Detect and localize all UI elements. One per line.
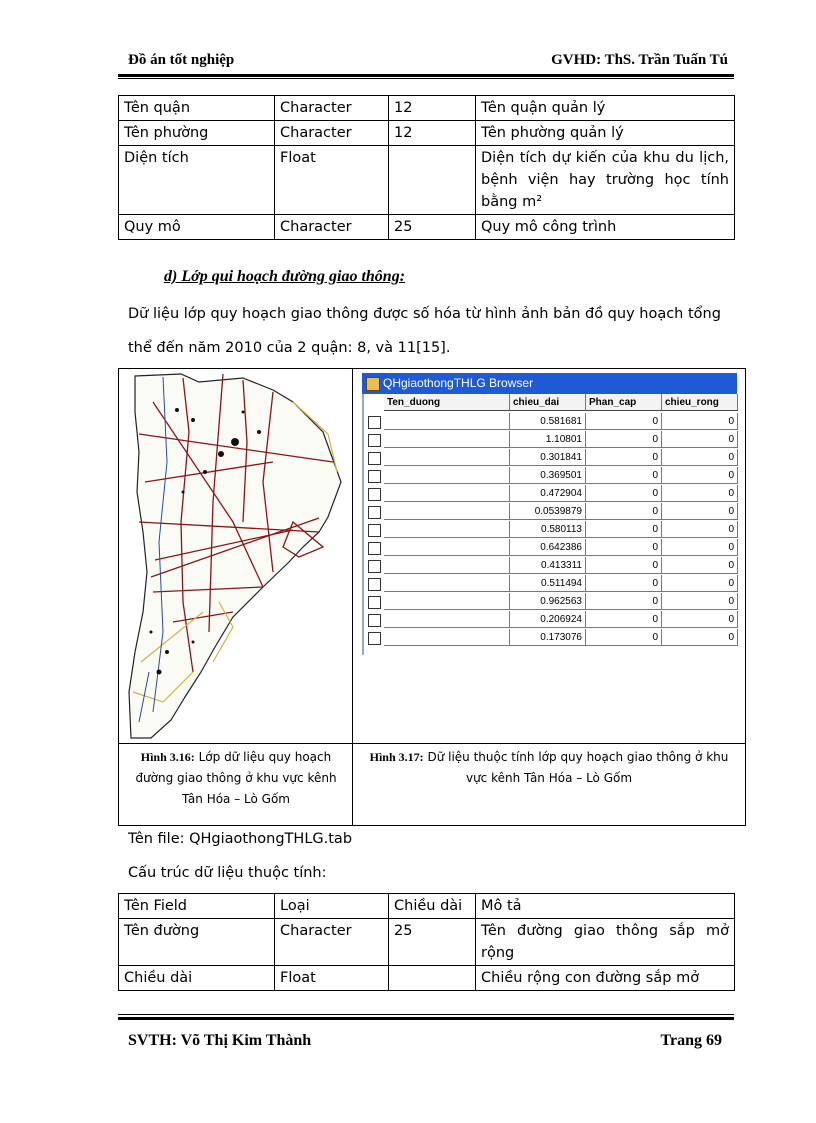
row-select-checkbox[interactable] xyxy=(368,614,381,627)
browser-cell[interactable]: 0.580113 xyxy=(510,521,586,538)
browser-cell[interactable]: 0.0539879 xyxy=(510,503,586,520)
browser-cell[interactable]: 0 xyxy=(662,575,738,592)
table-row xyxy=(119,146,735,215)
column-header[interactable]: Phan_cap xyxy=(586,394,662,411)
browser-cell[interactable] xyxy=(384,521,510,538)
browser-cell[interactable]: 0.173076 xyxy=(510,629,586,646)
table-cell: Quy mô công trình xyxy=(476,215,735,240)
browser-row[interactable] xyxy=(364,449,739,467)
table-cell: Quy mô xyxy=(119,215,275,240)
browser-header-row xyxy=(364,394,739,412)
browser-cell[interactable]: 0.206924 xyxy=(510,611,586,628)
browser-row[interactable] xyxy=(364,431,739,449)
browser-row[interactable] xyxy=(364,485,739,503)
browser-cell[interactable] xyxy=(384,557,510,574)
header-rule-thin xyxy=(118,78,734,79)
figure-caption-text: Dữ liệu thuộc tính lớp quy hoạch giao thông ở khu vực kênh Tân Hóa – Lò Gốm xyxy=(427,750,729,785)
table-cell: Loại xyxy=(275,894,389,919)
table-cell: Tên quận xyxy=(119,96,275,121)
browser-cell[interactable]: 0 xyxy=(662,521,738,538)
row-select-checkbox[interactable] xyxy=(368,506,381,519)
table-cell: Mô tả xyxy=(476,894,735,919)
table-cell: Character xyxy=(275,919,389,966)
browser-cell[interactable]: 0 xyxy=(662,467,738,484)
browser-row[interactable] xyxy=(364,521,739,539)
footer-rule-thin xyxy=(118,1014,734,1015)
row-select-checkbox[interactable] xyxy=(368,560,381,573)
browser-cell[interactable]: 0 xyxy=(662,629,738,646)
browser-cell[interactable]: 1.10801 xyxy=(510,431,586,448)
browser-cell[interactable] xyxy=(384,467,510,484)
figure-caption-text: Lớp dữ liệu quy hoạch đường giao thông ở khu vực kênh Tân Hóa – Lò Gốm xyxy=(135,750,337,806)
table-cell: Diện tích xyxy=(119,146,275,215)
page-footer xyxy=(128,1032,734,1050)
browser-cell[interactable]: 0 xyxy=(662,485,738,502)
browser-cell[interactable] xyxy=(384,539,510,556)
browser-title: QHgiaothongTHLG Browser xyxy=(383,376,534,390)
column-header[interactable]: chieu_rong xyxy=(662,394,738,411)
row-select-checkbox[interactable] xyxy=(368,470,381,483)
browser-window-icon xyxy=(366,377,380,391)
browser-grid xyxy=(362,394,739,655)
page-number: Trang 69 xyxy=(660,1032,722,1049)
header-rule xyxy=(118,74,734,77)
browser-cell[interactable]: 0.413311 xyxy=(510,557,586,574)
page-header xyxy=(128,50,734,72)
figure-label: Hình 3.17: xyxy=(369,750,424,764)
structure-line: Cấu trúc dữ liệu thuộc tính: xyxy=(128,865,327,881)
browser-cell[interactable]: 0 xyxy=(662,593,738,610)
browser-cell[interactable] xyxy=(384,611,510,628)
browser-row[interactable] xyxy=(364,611,739,629)
row-select-checkbox[interactable] xyxy=(368,596,381,609)
table-row xyxy=(119,919,735,966)
table-row xyxy=(119,966,735,991)
row-select-checkbox[interactable] xyxy=(368,488,381,501)
header-advisor: GVHD: ThS. Trần Tuấn Tú xyxy=(551,52,728,68)
browser-cell[interactable]: 0 xyxy=(662,449,738,466)
browser-row[interactable] xyxy=(364,557,739,575)
row-select-checkbox[interactable] xyxy=(368,542,381,555)
row-select-checkbox[interactable] xyxy=(368,416,381,429)
browser-cell[interactable]: 0 xyxy=(586,521,662,538)
table-cell: Tên quận quản lý xyxy=(476,96,735,121)
browser-cell[interactable]: 0.511494 xyxy=(510,575,586,592)
browser-cell[interactable]: 0 xyxy=(662,557,738,574)
browser-cell[interactable]: 0 xyxy=(586,485,662,502)
browser-cell[interactable]: 0 xyxy=(662,539,738,556)
map-image xyxy=(123,372,349,742)
column-header[interactable]: chieu_dai xyxy=(510,394,586,411)
browser-cell[interactable]: 0 xyxy=(586,557,662,574)
browser-row[interactable] xyxy=(364,539,739,557)
footer-rule xyxy=(118,1017,734,1020)
table-cell: Tên phường quản lý xyxy=(476,121,735,146)
browser-cell[interactable] xyxy=(384,431,510,448)
browser-cell[interactable] xyxy=(384,449,510,466)
browser-row[interactable] xyxy=(364,413,739,431)
row-select-checkbox[interactable] xyxy=(368,524,381,537)
browser-cell[interactable]: 0 xyxy=(586,467,662,484)
table-row xyxy=(119,894,735,919)
row-select-checkbox[interactable] xyxy=(368,434,381,447)
figure-box xyxy=(118,368,746,826)
browser-row[interactable] xyxy=(364,575,739,593)
table-cell: 12 xyxy=(389,121,476,146)
table-row xyxy=(119,121,735,146)
browser-row[interactable] xyxy=(364,503,739,521)
table-cell: Diện tích dự kiến của khu du lịch, bệnh viện hay trường học tính bằng m² xyxy=(476,146,735,215)
browser-titlebar xyxy=(362,373,737,394)
browser-cell[interactable] xyxy=(384,485,510,502)
browser-cell[interactable]: 0.369501 xyxy=(510,467,586,484)
header-title: Đồ án tốt nghiệp xyxy=(128,52,235,68)
body-paragraph: Dữ liệu lớp quy hoạch giao thông được số hóa từ hình ảnh bản đồ quy hoạch tổng thể đến năm 2010 của 2 quận: 8, và 11[15]. xyxy=(128,306,721,356)
table-cell xyxy=(389,966,476,991)
browser-row[interactable] xyxy=(364,593,739,611)
figure-caption-right xyxy=(359,747,739,789)
section-heading: d) Lớp qui hoạch đường giao thông: xyxy=(164,268,406,285)
table-cell: Character xyxy=(275,96,389,121)
table-row xyxy=(119,215,735,240)
table-cell: Chiều dài xyxy=(119,966,275,991)
bottom-attribute-table xyxy=(118,893,735,991)
column-header[interactable]: Ten_duong xyxy=(384,394,510,411)
browser-cell[interactable]: 0.581681 xyxy=(510,413,586,430)
browser-cell[interactable]: 0 xyxy=(586,593,662,610)
browser-cell[interactable]: 0 xyxy=(586,431,662,448)
table-cell: Character xyxy=(275,121,389,146)
browser-cell[interactable]: 0 xyxy=(586,629,662,646)
row-select-checkbox[interactable] xyxy=(368,578,381,591)
table-cell: Tên đường giao thông sắp mở rộng xyxy=(476,919,735,966)
browser-window xyxy=(362,373,737,655)
browser-cell[interactable]: 0 xyxy=(586,611,662,628)
figure-divider xyxy=(352,369,353,825)
browser-cell[interactable]: 0 xyxy=(662,611,738,628)
file-name-line: Tên file: QHgiaothongTHLG.tab xyxy=(128,831,353,847)
browser-cell[interactable]: 0 xyxy=(662,431,738,448)
table-cell: Character xyxy=(275,215,389,240)
browser-cell[interactable]: 0.301841 xyxy=(510,449,586,466)
browser-row[interactable] xyxy=(364,629,739,647)
footer-student: SVTH: Võ Thị Kim Thành xyxy=(128,1032,312,1049)
table-cell: Float xyxy=(275,966,389,991)
top-attribute-table xyxy=(118,95,735,240)
browser-cell[interactable] xyxy=(384,575,510,592)
browser-cell[interactable]: 0 xyxy=(586,539,662,556)
row-select-checkbox[interactable] xyxy=(368,452,381,465)
browser-cell[interactable] xyxy=(384,413,510,430)
browser-cell[interactable]: 0.472904 xyxy=(510,485,586,502)
figure-caption-left xyxy=(127,747,345,810)
table-cell: 25 xyxy=(389,919,476,966)
browser-cell[interactable] xyxy=(384,593,510,610)
table-cell xyxy=(389,146,476,215)
browser-cell[interactable] xyxy=(384,629,510,646)
table-cell: 25 xyxy=(389,215,476,240)
browser-row[interactable] xyxy=(364,467,739,485)
table-cell: Tên đường xyxy=(119,919,275,966)
table-cell: Chiều rộng con đường sắp mở xyxy=(476,966,735,991)
table-row xyxy=(119,96,735,121)
caption-rule xyxy=(119,743,745,744)
table-cell: Float xyxy=(275,146,389,215)
browser-cell[interactable]: 0 xyxy=(662,503,738,520)
browser-cell[interactable] xyxy=(384,503,510,520)
table-cell: Chiều dài xyxy=(389,894,476,919)
browser-cell[interactable]: 0.642386 xyxy=(510,539,586,556)
browser-cell[interactable]: 0 xyxy=(586,575,662,592)
browser-cell[interactable]: 0 xyxy=(586,449,662,466)
browser-cell[interactable]: 0.962563 xyxy=(510,593,586,610)
table-cell: Tên phường xyxy=(119,121,275,146)
figure-label: Hình 3.16: xyxy=(140,750,195,764)
browser-cell[interactable]: 0 xyxy=(586,413,662,430)
table-cell: Tên Field xyxy=(119,894,275,919)
browser-cell[interactable]: 0 xyxy=(662,413,738,430)
browser-cell[interactable]: 0 xyxy=(586,503,662,520)
row-select-checkbox[interactable] xyxy=(368,632,381,645)
table-cell: 12 xyxy=(389,96,476,121)
